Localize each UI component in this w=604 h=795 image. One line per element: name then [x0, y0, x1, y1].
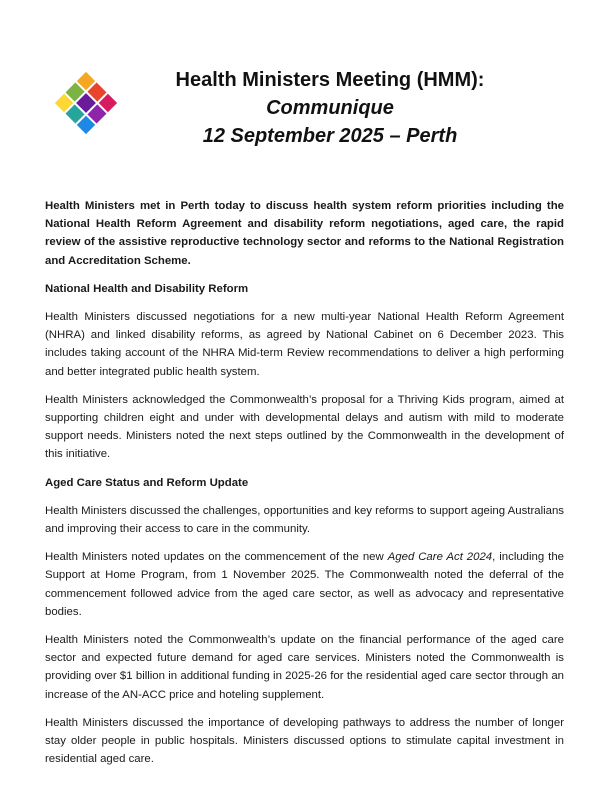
- hmm-logo: [53, 70, 119, 136]
- paragraph-aged-care-act: [45, 548, 564, 621]
- page-title: Health Ministers Meeting (HMM):: [175, 69, 485, 91]
- page-subtitle: Communique: [266, 97, 394, 119]
- date-location: 12 September 2025 – Perth: [202, 125, 458, 147]
- paragraph: Health Ministers discussed the challenges, opportunities and key reforms to support ageing Australians and improving their access to care in the community.: [45, 504, 564, 536]
- paragraph: Health Ministers acknowledged the Commonwealth’s proposal for a Thriving Kids program, aimed at supporting children eight and under with developmental delays and autism with mild to moderate support needs. Ministers noted the next steps outlined by the Commonwealth in the development of this initiative.: [45, 393, 564, 461]
- text-run: , including the Support at Home Program, from 1 November 2025. The Commonwealth noted the deferral of the commencement followed advice from the aged care sector, as well as advocacy and representative bodies.: [45, 551, 564, 618]
- paragraph: Health Ministers discussed negotiations for a new multi-year National Health Reform Agreement (NHRA) and linked disability reforms, as agreed by National Cabinet on 6 December 2023. This includes taking account of the NHRA Mid-term Review recommendations to deliver a high performing and better integrated public health system.: [45, 311, 564, 378]
- paragraph: Health Ministers noted the Commonwealth’s update on the financial performance of the aged care sector and expected future demand for aged care services. Ministers noted the Commonwealth is providing over $1 billion in additional funding in 2025-26 for the residential aged care sector through an increase of the AN-ACC price and hoteling supplement.: [45, 634, 564, 701]
- communique-body: [45, 197, 564, 778]
- section-heading-health-disability: National Health and Disability Reform: [45, 282, 249, 295]
- title-block: [130, 66, 530, 150]
- act-title: Aged Care Act 2024: [387, 551, 493, 564]
- intro-paragraph: Health Ministers met in Perth today to discuss health system reform priorities including the National Health Reform Agreement and disability reform negotiations, aged care, the rapid review of the assistive reproductive technology sector and reforms to the National Registration and Accreditation Scheme.: [45, 200, 564, 267]
- section-heading-aged-care: Aged Care Status and Reform Update: [45, 476, 249, 489]
- text-run: Health Ministers noted updates on the commencement of the new: [45, 551, 388, 564]
- paragraph: Health Ministers discussed the importance of developing pathways to address the number of longer stay older people in public hospitals. Ministers discussed options to stimulate capital investment in residential aged care.: [45, 716, 564, 766]
